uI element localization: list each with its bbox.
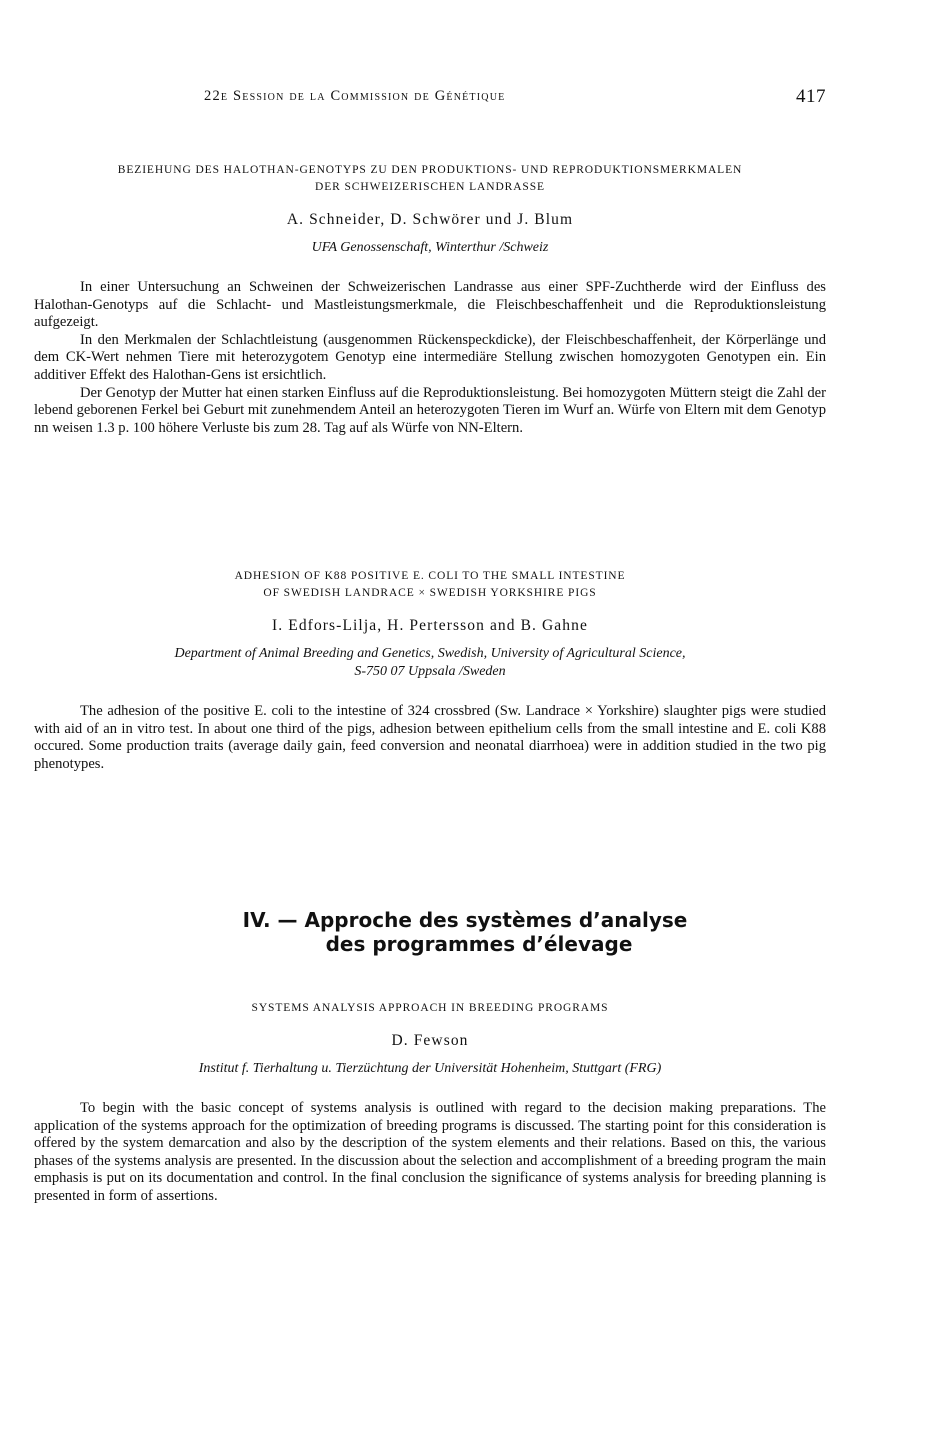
title-line: ADHESION OF K88 POSITIVE E. COLI TO THE SMALL INTESTINE (234, 570, 626, 582)
abstract-paragraph: Der Genotyp der Mutter hat einen starken Einfluss auf die Reproduktionsleistung. Bei homozygoten Müttern steigt die Zahl der lebend geborenen Ferkel bei Geburt mit zunehmendem Anteil an heterozygoten Tieren im Wurf an. Würfe von Eltern mit dem Genotyp nn weisen 1.3 p. 100 höhere Verluste bis zum 28. Tag auf als Würfe von NN-Eltern. (34, 384, 826, 436)
article-title (34, 568, 826, 602)
page-number: 417 (796, 86, 826, 107)
running-head (0, 88, 930, 112)
section-heading-line: des programmes d’élevage (325, 932, 633, 956)
article-affiliation (34, 645, 826, 681)
section-heading (0, 908, 930, 956)
article-affiliation (34, 239, 826, 257)
affiliation-line: Institut f. Tierhaltung u. Tierzüchtung der Universität Hohenheim, Stuttgart (FRG) (198, 1061, 662, 1076)
article-abstract (34, 1100, 826, 1206)
title-line: OF SWEDISH LANDRACE × SWEDISH YORKSHIRE PIGS (263, 587, 597, 599)
abstract-paragraph: In den Merkmalen der Schlachtleistung (ausgenommen Rückenspeckdicke), der Fleischbeschaffenheit, der Körperlänge und dem CK-Wert nehmen Tiere mit heterozygotem Genotyp eine intermediäre Stellung zwischen homozygoten Genotypen ein. Ein additiver Effekt des Halothan-Gens ist ersichtlich. (34, 331, 826, 383)
affiliation-line: S-750 07 Uppsala /Sweden (354, 664, 506, 679)
article-authors: D. Fewson (391, 1032, 469, 1049)
section-heading-line: IV. — Approche des systèmes d’analyse (242, 908, 688, 932)
title-line: SYSTEMS ANALYSIS APPROACH IN BREEDING PROGRAMS (251, 1002, 609, 1014)
article-systems-analysis (34, 1000, 826, 1206)
title-line: DER SCHWEIZERISCHEN LANDRASSE (315, 181, 545, 193)
article-title (34, 162, 826, 196)
affiliation-line: Department of Animal Breeding and Genetics, Swedish, University of Agricultural Science, (174, 646, 686, 661)
abstract-paragraph: In einer Untersuchung an Schweinen der Schweizerischen Landrasse aus einer SPF-Zuchtherde wird der Einfluss des Halothan-Genotyps auf die Schlacht- und Mastleistungsmerkmale, die Fleischbeschaffenheit und die Reproduktionsleistung aufgezeigt. (34, 279, 826, 331)
article-halothan (34, 162, 826, 437)
article-affiliation (34, 1060, 826, 1078)
abstract-paragraph: To begin with the basic concept of systems analysis is outlined with regard to the decision making preparations. The application of the systems approach for the optimization of breeding programs is discussed. The starting point for this consideration is offered by the system demarcation and also by the description of the system elements and their relations. Based on this, the various phases of the systems analysis are presented. In the discussion about the selection and accomplishment of a breeding program the main emphasis is put on its documentation and control. In the final conclusion the significance of systems analysis for breeding planning is presented in form of assertions. (34, 1100, 826, 1204)
running-title: 22e Session de la Commission de Génétique (204, 88, 506, 104)
article-ecoli-adhesion (34, 568, 826, 773)
article-title (34, 1000, 826, 1017)
article-authors: I. Edfors-Lilja, H. Pertersson and B. Gahne (272, 617, 588, 634)
title-line: BEZIEHUNG DES HALOTHAN-GENOTYPS ZU DEN PRODUKTIONS- UND REPRODUKTIONSMERKMALEN (117, 164, 743, 176)
affiliation-line: UFA Genossenschaft, Winterthur /Schweiz (311, 240, 549, 255)
article-abstract (34, 703, 826, 773)
abstract-paragraph: The adhesion of the positive E. coli to the intestine of 324 crossbred (Sw. Landrace × Yorkshire) slaughter pigs were studied with aid of an in vitro test. In about one third of the pigs, adhesion between epithelium cells from the small intestine and E. coli K88 occured. Some production traits (average daily gain, feed conversion and neonatal diarrhoea) were in addition studied in the two pig phenotypes. (34, 703, 826, 772)
article-authors: A. Schneider, D. Schwörer und J. Blum (286, 211, 574, 228)
article-abstract (34, 279, 826, 437)
